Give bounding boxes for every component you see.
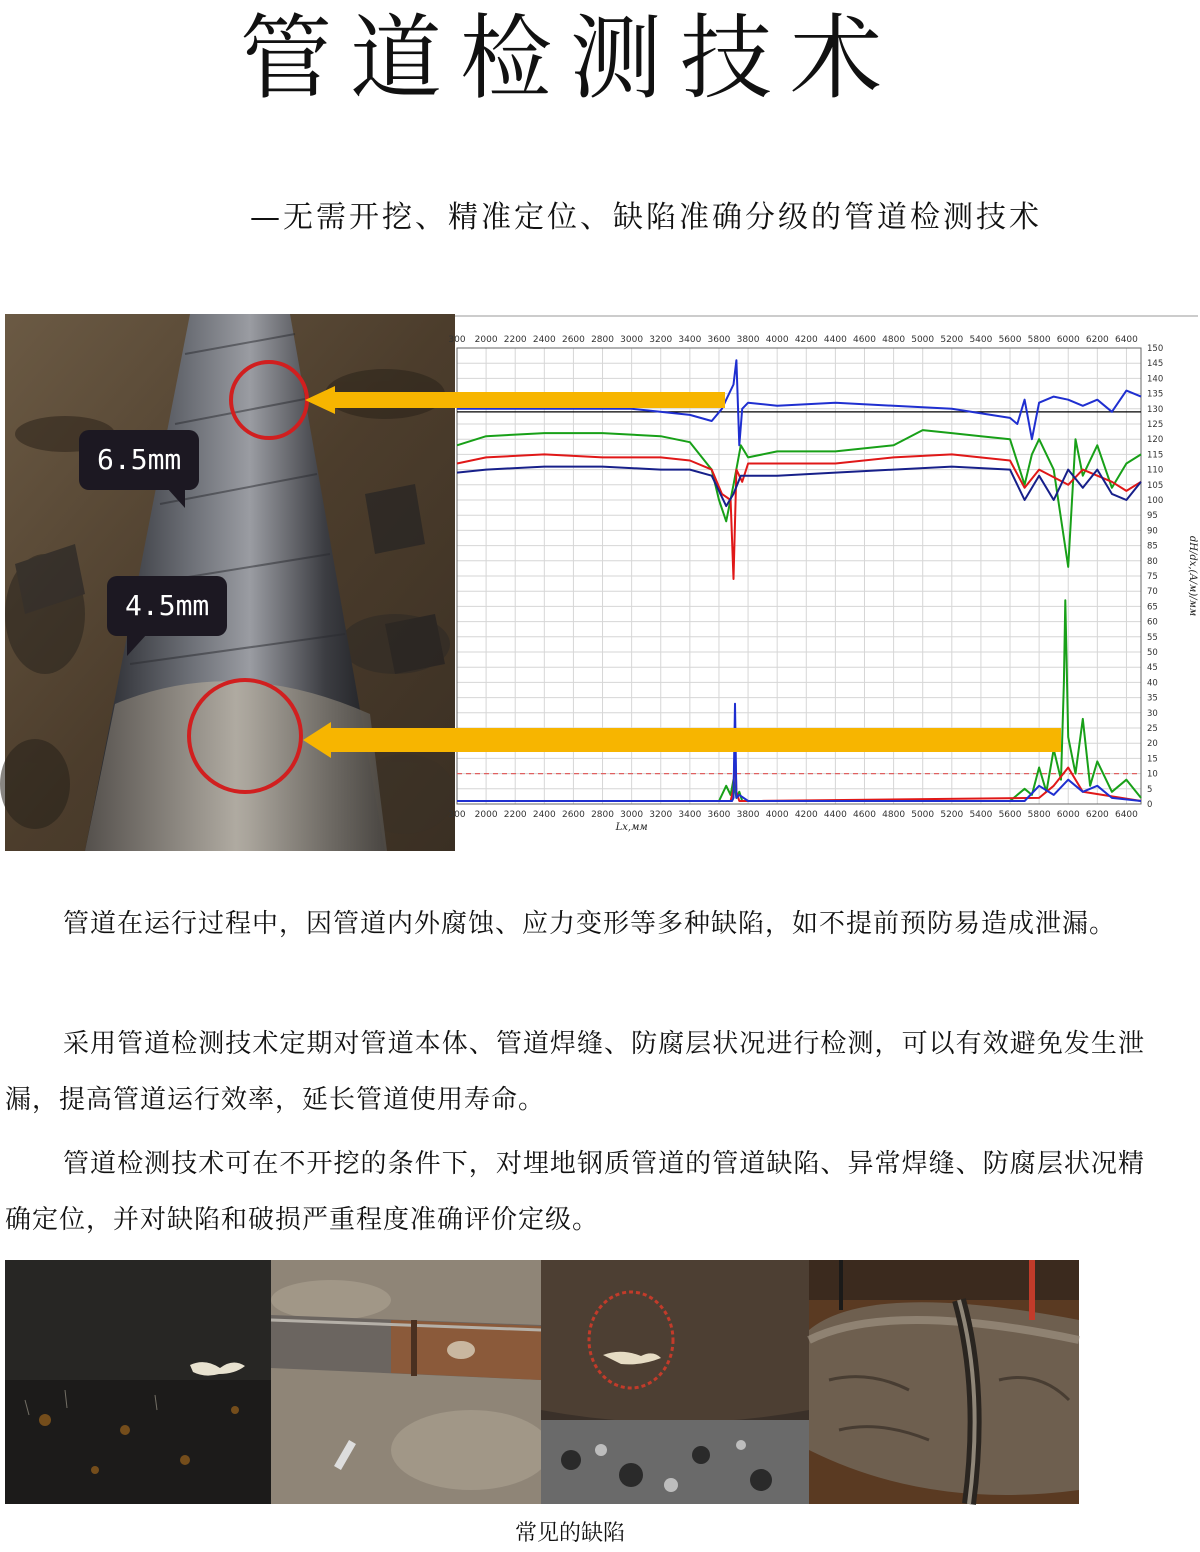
y-tick-label: 95 bbox=[1147, 511, 1158, 522]
x-tick-label-bottom: 2200 bbox=[503, 810, 527, 820]
y-tick-label: 135 bbox=[1147, 389, 1164, 400]
chart-arrow-upper bbox=[455, 392, 725, 408]
defect-photo-2 bbox=[271, 1260, 541, 1504]
x-tick-label-top: 4800 bbox=[882, 335, 906, 345]
y-tick-label: 105 bbox=[1147, 480, 1164, 491]
defect-photo-3 bbox=[541, 1260, 809, 1504]
series-line-6 bbox=[457, 704, 1141, 801]
y-tick-label: 115 bbox=[1147, 450, 1164, 461]
y-tick-label: 45 bbox=[1147, 663, 1158, 674]
paragraph-2: 采用管道检测技术定期对管道本体、管道焊缝、防腐层状况进行检测，可以有效避免发生泄漏，提高管道运行效率，延长管道使用寿命。 bbox=[5, 1029, 1145, 1115]
x-tick-label-top: 300 bbox=[448, 335, 466, 345]
x-tick-label-bottom: 5000 bbox=[911, 810, 935, 820]
y-tick-label: 0 bbox=[1147, 800, 1153, 810]
x-tick-label-top: 3800 bbox=[736, 335, 760, 345]
y-tick-label: 15 bbox=[1147, 754, 1158, 765]
x-tick-label-bottom: 3200 bbox=[649, 810, 673, 820]
defect-photo-3-illustration bbox=[541, 1260, 809, 1504]
pipe-defect-photo bbox=[5, 314, 455, 851]
x-tick-label-top: 5000 bbox=[911, 335, 935, 345]
x-tick-label-bottom: 6200 bbox=[1085, 810, 1109, 820]
paragraph-3: 管道检测技术可在不开挖的条件下，对埋地钢质管道的管道缺陷、异常焊缝、防腐层状况精确定位，并对缺陷和破损严重程度准确评价定级。 bbox=[5, 1149, 1145, 1235]
defect-photo-2-illustration bbox=[271, 1260, 541, 1504]
series-line-4 bbox=[457, 600, 1141, 801]
x-tick-label-top: 4400 bbox=[823, 335, 847, 345]
gallery-caption: 常见的缺陷 bbox=[514, 1521, 625, 1546]
defect-photo-1 bbox=[5, 1260, 271, 1504]
defect-photo-1-illustration bbox=[5, 1260, 271, 1504]
y-axis-label: dH/dx,(A/м)/мм bbox=[1187, 535, 1198, 617]
y-tick-label: 90 bbox=[1147, 526, 1158, 537]
magnetic-signal-chart bbox=[448, 314, 1198, 851]
x-tick-label-top: 3400 bbox=[678, 335, 702, 345]
x-tick-label-top: 6400 bbox=[1114, 335, 1138, 345]
x-tick-label-top: 5800 bbox=[1027, 335, 1051, 345]
y-tick-label: 55 bbox=[1147, 632, 1158, 643]
y-tick-label: 100 bbox=[1147, 496, 1164, 506]
x-tick-label-bottom: 5200 bbox=[940, 810, 964, 820]
x-tick-label-bottom: 4600 bbox=[853, 810, 876, 820]
x-tick-label-top: 3000 bbox=[620, 335, 644, 345]
series-line-1 bbox=[457, 430, 1141, 567]
x-tick-label-top: 5600 bbox=[998, 335, 1022, 345]
y-tick-label: 70 bbox=[1147, 587, 1158, 598]
defect-depth-callout-2: 4.5mm bbox=[107, 576, 227, 636]
page-title: 管道检测技术 bbox=[239, 5, 900, 112]
y-tick-label: 50 bbox=[1147, 648, 1158, 658]
x-axis-label: Lx,мм bbox=[615, 822, 648, 833]
x-tick-label-bottom: 2400 bbox=[532, 810, 556, 820]
x-tick-label-bottom: 300 bbox=[448, 810, 466, 820]
y-tick-label: 40 bbox=[1147, 678, 1158, 689]
y-tick-label: 110 bbox=[1147, 465, 1164, 476]
y-tick-label: 80 bbox=[1147, 556, 1158, 567]
y-tick-label: 140 bbox=[1147, 374, 1164, 385]
x-tick-label-bottom: 2000 bbox=[474, 810, 498, 820]
x-tick-label-top: 3200 bbox=[649, 335, 673, 345]
x-tick-label-bottom: 6400 bbox=[1114, 810, 1138, 820]
paragraph-1: 管道在运行过程中，因管道内外腐蚀、应力变形等多种缺陷，如不提前预防易造成泄漏。 bbox=[63, 909, 1117, 939]
x-tick-label-bottom: 5800 bbox=[1027, 810, 1051, 820]
x-tick-label-bottom: 5600 bbox=[998, 810, 1022, 820]
x-tick-label-top: 5200 bbox=[940, 335, 964, 345]
x-tick-label-bottom: 4200 bbox=[794, 810, 818, 820]
defect-depth-callout-1: 6.5mm bbox=[79, 430, 199, 490]
page-subtitle: —无需开挖、精准定位、缺陷准确分级的管道检测技术 bbox=[250, 200, 1042, 235]
x-tick-label-bottom: 3000 bbox=[620, 810, 644, 820]
chart-arrow-lower bbox=[455, 728, 1061, 752]
y-tick-label: 20 bbox=[1147, 739, 1158, 750]
x-tick-label-bottom: 4400 bbox=[823, 810, 847, 820]
x-tick-label-top: 4600 bbox=[853, 335, 876, 345]
chart-svg bbox=[448, 314, 1198, 851]
y-tick-label: 75 bbox=[1147, 572, 1158, 582]
x-tick-label-bottom: 3400 bbox=[678, 810, 702, 820]
x-tick-label-top: 3600 bbox=[707, 335, 731, 345]
y-tick-label: 10 bbox=[1147, 769, 1158, 780]
y-tick-label: 30 bbox=[1147, 708, 1158, 719]
x-tick-label-top: 5400 bbox=[969, 335, 993, 345]
x-tick-label-top: 6000 bbox=[1056, 335, 1080, 345]
pipe-photo-illustration bbox=[5, 314, 455, 851]
y-tick-label: 25 bbox=[1147, 724, 1158, 734]
y-tick-label: 125 bbox=[1147, 420, 1164, 430]
x-tick-label-top: 2200 bbox=[503, 335, 527, 345]
x-tick-label-top: 2000 bbox=[474, 335, 498, 345]
y-tick-label: 60 bbox=[1147, 617, 1158, 628]
x-tick-label-top: 6200 bbox=[1085, 335, 1109, 345]
x-tick-label-top: 2600 bbox=[561, 335, 585, 345]
y-tick-label: 35 bbox=[1147, 693, 1158, 704]
y-tick-label: 130 bbox=[1147, 404, 1164, 415]
x-tick-label-bottom: 4800 bbox=[882, 810, 906, 820]
y-tick-label: 120 bbox=[1147, 435, 1164, 446]
x-tick-label-bottom: 6000 bbox=[1056, 810, 1080, 820]
y-tick-label: 145 bbox=[1147, 359, 1164, 370]
x-tick-label-top: 2400 bbox=[532, 335, 556, 345]
x-tick-label-top: 4000 bbox=[765, 335, 789, 345]
y-tick-label: 85 bbox=[1147, 541, 1158, 552]
x-tick-label-top: 4200 bbox=[794, 335, 818, 345]
x-tick-label-top: 2800 bbox=[591, 335, 614, 345]
defect-photo-4 bbox=[809, 1260, 1079, 1504]
defect-photo-4-illustration bbox=[809, 1260, 1079, 1504]
x-tick-label-bottom: 4000 bbox=[765, 810, 789, 820]
y-tick-label: 150 bbox=[1147, 344, 1164, 354]
x-tick-label-bottom: 3600 bbox=[707, 810, 731, 820]
y-tick-label: 5 bbox=[1147, 784, 1153, 795]
y-tick-label: 65 bbox=[1147, 602, 1158, 613]
x-tick-label-bottom: 5400 bbox=[969, 810, 993, 820]
x-tick-label-bottom: 2600 bbox=[561, 810, 585, 820]
x-tick-label-bottom: 3800 bbox=[736, 810, 760, 820]
x-tick-label-bottom: 2800 bbox=[591, 810, 614, 820]
